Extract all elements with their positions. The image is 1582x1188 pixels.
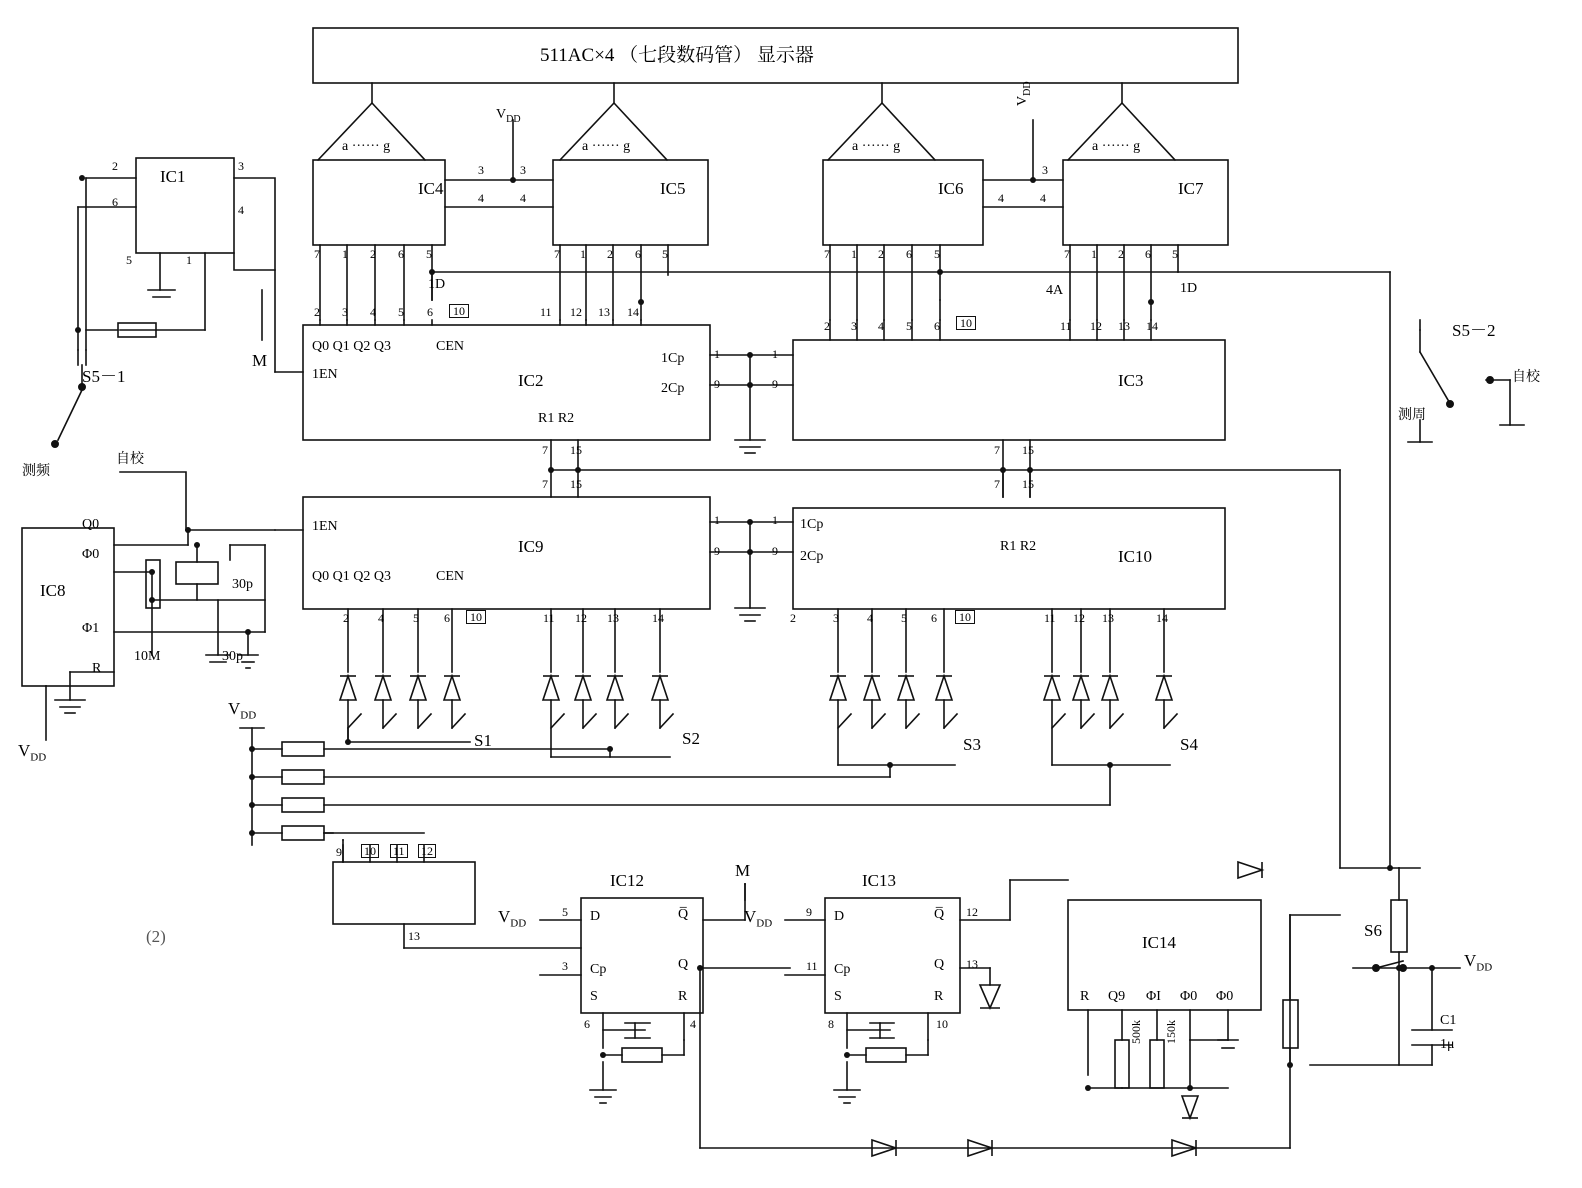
pin-ic9-15: 15 xyxy=(570,477,582,491)
junction xyxy=(887,762,893,768)
ic9-1en: 1EN xyxy=(312,519,338,534)
junction xyxy=(1429,965,1435,971)
junction xyxy=(747,352,753,358)
pin-ic2-14: 14 xyxy=(627,305,639,319)
pin-ic10-15: 15 xyxy=(1022,477,1034,491)
pin-ic3-3: 3 xyxy=(851,319,857,333)
pin-clk-9a: 9 xyxy=(714,377,720,391)
junction xyxy=(245,629,251,635)
ic12-cp: Cp xyxy=(590,962,607,977)
pin-ic5-1: 1 xyxy=(580,247,586,261)
pin-ic10-11: 11 xyxy=(1044,611,1056,625)
pin-ic1-2: 2 xyxy=(112,159,118,173)
pin-ic13-10: 10 xyxy=(936,1017,948,1031)
pin-clk2-9b: 9 xyxy=(772,544,778,558)
pin-ic9-7: 7 xyxy=(542,477,548,491)
pin-ic5-6: 6 xyxy=(635,247,641,261)
pin-ic9-12: 12 xyxy=(575,611,587,625)
pin-ic6-6: 6 xyxy=(906,247,912,261)
pin-ic5-5: 5 xyxy=(662,247,668,261)
junction xyxy=(607,746,613,752)
resistor-500k-label: 500k xyxy=(1129,1020,1143,1044)
ic12-r: R xyxy=(678,989,688,1004)
pin-ic4-1: 1 xyxy=(342,247,348,261)
vdd-ic13: $V_{DD}$ xyxy=(744,907,773,930)
junction xyxy=(249,802,255,808)
ic13-q: Q xyxy=(934,957,945,972)
pin-ic2-11: 11 xyxy=(540,305,552,319)
pin-ic3-14: 14 xyxy=(1146,319,1158,333)
pin-ic4-5: 5 xyxy=(426,247,432,261)
junction xyxy=(1107,762,1113,768)
pin-ic10-10: 10 xyxy=(955,610,975,624)
pin-ic4-7: 7 xyxy=(314,247,320,261)
pin-ic9-5: 5 xyxy=(413,611,419,625)
junction xyxy=(510,177,516,183)
pin-ic10-12: 12 xyxy=(1073,611,1085,625)
ic2-1cp: 1Cp xyxy=(661,351,685,366)
switch-s4-label[interactable]: S4 xyxy=(1180,735,1198,754)
pin-ic3-6: 6 xyxy=(934,319,940,333)
pin-clk2-1b: 1 xyxy=(772,513,778,527)
ic10-r1r2: R1 R2 xyxy=(1000,539,1037,554)
ic12-q: Q xyxy=(678,957,689,972)
pin-ic2-13: 13 xyxy=(598,305,610,319)
junction xyxy=(1187,1085,1193,1091)
ic8-pin-q0: Q0 xyxy=(82,517,100,532)
pin-ic7-6: 6 xyxy=(1145,247,1151,261)
ic7-label: IC7 xyxy=(1178,179,1204,198)
label-self-check: 自校 xyxy=(116,451,144,467)
cap-30p-a-label: 30p xyxy=(232,577,253,592)
junction xyxy=(194,542,200,548)
pin-ic12-6: 6 xyxy=(584,1017,590,1031)
label-1D-left: 1D xyxy=(428,277,446,292)
pin-ic3-11: 11 xyxy=(1060,319,1072,333)
pin-ic10-14: 14 xyxy=(1156,611,1168,625)
pin-ic1-4: 4 xyxy=(238,203,244,217)
pin-ic2-5: 5 xyxy=(398,305,404,319)
pin-ic6-4: 4 xyxy=(998,191,1004,205)
segment-label-ic7: a ······ g xyxy=(1092,139,1141,154)
junction xyxy=(1030,177,1036,183)
junction xyxy=(1085,1085,1091,1091)
pin-ic1-6: 6 xyxy=(112,195,118,209)
ic13-cp: Cp xyxy=(834,962,851,977)
pin-ic2-3: 3 xyxy=(342,305,348,319)
ic13-qbar: Q̅ xyxy=(934,907,945,922)
resistor-150k-label: 150k xyxy=(1164,1020,1178,1044)
pin-ic1-3: 3 xyxy=(238,159,244,173)
pin-ic12-4: 4 xyxy=(690,1017,696,1031)
figure-number: (2) xyxy=(146,927,166,946)
pin-ic4-6: 6 xyxy=(398,247,404,261)
switch-s1-label[interactable]: S1 xyxy=(474,731,492,750)
pin-clk2-1a: 1 xyxy=(714,513,720,527)
ic2-label: IC2 xyxy=(518,371,544,390)
ic13-label: IC13 xyxy=(862,871,896,890)
ic12-qbar: Q̅ xyxy=(678,907,689,922)
pin-ic10-7: 7 xyxy=(994,477,1000,491)
ic14-phi0a: Φ0 xyxy=(1180,989,1198,1004)
junction xyxy=(249,774,255,780)
pin-ic1-5: 5 xyxy=(126,253,132,267)
cap-30p-b-label: 30p xyxy=(222,649,243,664)
pin-ic2-7: 7 xyxy=(542,443,548,457)
ic2-q-outputs: Q0 Q1 Q2 Q3 xyxy=(312,339,391,354)
junction xyxy=(249,830,255,836)
pin-ic2-6: 6 xyxy=(427,305,433,319)
junction xyxy=(548,467,554,473)
pin-ic9-11: 11 xyxy=(543,611,555,625)
ic14-r: R xyxy=(1080,989,1090,1004)
vdd-display-left: $V_{DD}$ xyxy=(496,107,521,125)
ic13-s: S xyxy=(834,989,842,1004)
pin-ic5-3: 3 xyxy=(520,163,526,177)
switch-s3-label[interactable]: S3 xyxy=(963,735,981,754)
ic12-label: IC12 xyxy=(610,871,644,890)
pin-bb-10: 10 xyxy=(361,844,379,858)
junction xyxy=(149,597,155,603)
ic6-label: IC6 xyxy=(938,179,964,198)
pin-ic9-14: 14 xyxy=(652,611,664,625)
pin-clk-9b: 9 xyxy=(772,377,778,391)
pin-clk-1b: 1 xyxy=(772,347,778,361)
pin-clk2-9a: 9 xyxy=(714,544,720,558)
ic9-label: IC9 xyxy=(518,537,544,556)
pin-ic10-2: 2 xyxy=(790,611,796,625)
ic2-1en: 1EN xyxy=(312,367,338,382)
ic8-label: IC8 xyxy=(40,581,66,600)
ic13-r: R xyxy=(934,989,944,1004)
segment-label-ic6: a ······ g xyxy=(852,139,901,154)
pin-ic12-5: 5 xyxy=(562,905,568,919)
ic10-1cp: 1Cp xyxy=(800,517,824,532)
vdd-rail-left: $V_{DD}$ xyxy=(228,699,257,722)
pin-ic6-2: 2 xyxy=(878,247,884,261)
pin-ic9-4: 4 xyxy=(378,611,384,625)
ic2-2cp: 2Cp xyxy=(661,381,685,396)
junction xyxy=(429,269,435,275)
pin-ic9-6: 6 xyxy=(444,611,450,625)
junction xyxy=(1396,965,1402,971)
junction xyxy=(149,569,155,575)
ic8-pin-phi1: Φ1 xyxy=(82,621,100,636)
vdd-display-right: $V_{DD}$ xyxy=(1015,81,1033,106)
display-title: 511AC×4 （七段数码管） 显示器 xyxy=(540,45,814,66)
label-m-left: M xyxy=(252,351,268,370)
pin-ic10-5: 5 xyxy=(901,611,907,625)
pin-bb-9: 9 xyxy=(336,845,342,859)
label-self-check-2: 自校 xyxy=(1512,369,1540,385)
switch-s5-2-label[interactable]: S5－2 xyxy=(1452,321,1496,340)
ic8-pin-r: R xyxy=(92,661,102,676)
junction xyxy=(575,467,581,473)
pin-ic1-1: 1 xyxy=(186,253,192,267)
ic14-label: IC14 xyxy=(1142,933,1176,952)
junction xyxy=(1387,865,1393,871)
junction xyxy=(638,299,644,305)
pin-ic3-7: 7 xyxy=(994,443,1000,457)
vdd-ic12: $V_{DD}$ xyxy=(498,907,527,930)
pin-ic10-3: 3 xyxy=(833,611,839,625)
pin-ic7-3: 3 xyxy=(1042,163,1048,177)
pin-ic3-15: 15 xyxy=(1022,443,1034,457)
junction xyxy=(185,527,191,533)
segment-label-ic5: a ······ g xyxy=(582,139,631,154)
vdd-ic8-ground: $V_{DD}$ xyxy=(18,741,47,764)
pin-ic2-15: 15 xyxy=(570,443,582,457)
pin-ic2-4: 4 xyxy=(370,305,376,319)
pin-ic4-4: 4 xyxy=(478,191,484,205)
junction xyxy=(747,519,753,525)
pin-bb-13: 13 xyxy=(408,929,420,943)
pin-ic3-12: 12 xyxy=(1090,319,1102,333)
pin-ic6-5: 5 xyxy=(934,247,940,261)
junction xyxy=(600,1052,606,1058)
pin-ic13-12: 12 xyxy=(966,905,978,919)
resistor-10m-label: 10M xyxy=(134,649,161,664)
pin-ic10-13: 13 xyxy=(1102,611,1114,625)
ic10-2cp: 2Cp xyxy=(800,549,824,564)
pin-ic9-10: 10 xyxy=(466,610,486,624)
pin-ic2-2: 2 xyxy=(314,305,320,319)
label-measure-period: 测周 xyxy=(1398,407,1426,423)
pin-ic7-7: 7 xyxy=(1064,247,1070,261)
segment-label-ic4: a ······ g xyxy=(342,139,391,154)
pin-ic2-10: 10 xyxy=(449,304,469,318)
pin-ic13-9: 9 xyxy=(806,905,812,919)
pin-ic4-2: 2 xyxy=(370,247,376,261)
ic2-r1r2: R1 R2 xyxy=(538,411,575,426)
junction xyxy=(1000,467,1006,473)
junction xyxy=(345,739,351,745)
label-1D-right: 1D xyxy=(1180,281,1198,296)
ic12-d: D xyxy=(590,909,601,924)
junction xyxy=(75,327,81,333)
junction xyxy=(844,1052,850,1058)
ic14-phiI: ΦI xyxy=(1146,989,1161,1004)
pin-ic10-4: 4 xyxy=(867,611,873,625)
ic13-d: D xyxy=(834,909,845,924)
pin-bb-11: 11 xyxy=(390,844,408,858)
pin-ic9-2: 2 xyxy=(343,611,349,625)
junction xyxy=(1148,299,1154,305)
ic10-label: IC10 xyxy=(1118,547,1152,566)
pin-ic13-13: 13 xyxy=(966,957,978,971)
junction xyxy=(697,965,703,971)
ic9-q-outputs: Q0 Q1 Q2 Q3 xyxy=(312,569,391,584)
pin-ic7-5: 5 xyxy=(1172,247,1178,261)
junction xyxy=(1287,1062,1293,1068)
switch-s6-label[interactable]: S6 xyxy=(1364,921,1382,940)
junction xyxy=(937,269,943,275)
pin-ic5-2: 2 xyxy=(607,247,613,261)
switch-s2-label[interactable]: S2 xyxy=(682,729,700,748)
junction xyxy=(249,746,255,752)
pin-ic7-2: 2 xyxy=(1118,247,1124,261)
pin-ic3-4: 4 xyxy=(878,319,884,333)
pin-ic9-13: 13 xyxy=(607,611,619,625)
ic2-cen: CEN xyxy=(436,339,464,354)
label-measure-freq: 测频 xyxy=(22,463,50,479)
pin-ic6-7: 7 xyxy=(824,247,830,261)
pin-ic3-10: 10 xyxy=(956,316,976,330)
junction xyxy=(747,382,753,388)
pin-ic3-5: 5 xyxy=(906,319,912,333)
ic8-pin-phi0: Φ0 xyxy=(82,547,100,562)
pin-ic12-3: 3 xyxy=(562,959,568,973)
ic1-label: IC1 xyxy=(160,167,186,186)
ic4-label: IC4 xyxy=(418,179,444,198)
pin-ic5-4: 4 xyxy=(520,191,526,205)
ic9-cen: CEN xyxy=(436,569,464,584)
label-4A: 4A xyxy=(1046,283,1064,298)
pin-ic7-1: 1 xyxy=(1091,247,1097,261)
ic5-label: IC5 xyxy=(660,179,686,198)
cap-c1-value: 1μ xyxy=(1440,1037,1455,1052)
ic3-label: IC3 xyxy=(1118,371,1144,390)
label-m-right: M xyxy=(735,861,751,880)
junction xyxy=(79,175,85,181)
junction xyxy=(1027,467,1033,473)
pin-ic6-1: 1 xyxy=(851,247,857,261)
pin-ic7-4: 4 xyxy=(1040,191,1046,205)
pin-ic13-11: 11 xyxy=(806,959,818,973)
ic14-q9: Q9 xyxy=(1108,989,1126,1004)
vdd-right: $V_{DD}$ xyxy=(1464,951,1493,974)
ic12-s: S xyxy=(590,989,598,1004)
cap-c1-label: C1 xyxy=(1440,1013,1457,1028)
pin-ic2-12: 12 xyxy=(570,305,582,319)
pin-clk-1a: 1 xyxy=(714,347,720,361)
pin-ic3-13: 13 xyxy=(1118,319,1130,333)
pin-ic3-2: 2 xyxy=(824,319,830,333)
pin-ic5-7: 7 xyxy=(554,247,560,261)
pin-bb-12: 12 xyxy=(418,844,436,858)
pin-ic4-3: 3 xyxy=(478,163,484,177)
pin-ic13-8: 8 xyxy=(828,1017,834,1031)
switch-s5-1-label[interactable]: S5－1 xyxy=(82,367,126,386)
junction xyxy=(747,549,753,555)
pin-ic10-6: 6 xyxy=(931,611,937,625)
ic14-phi0b: Φ0 xyxy=(1216,989,1234,1004)
